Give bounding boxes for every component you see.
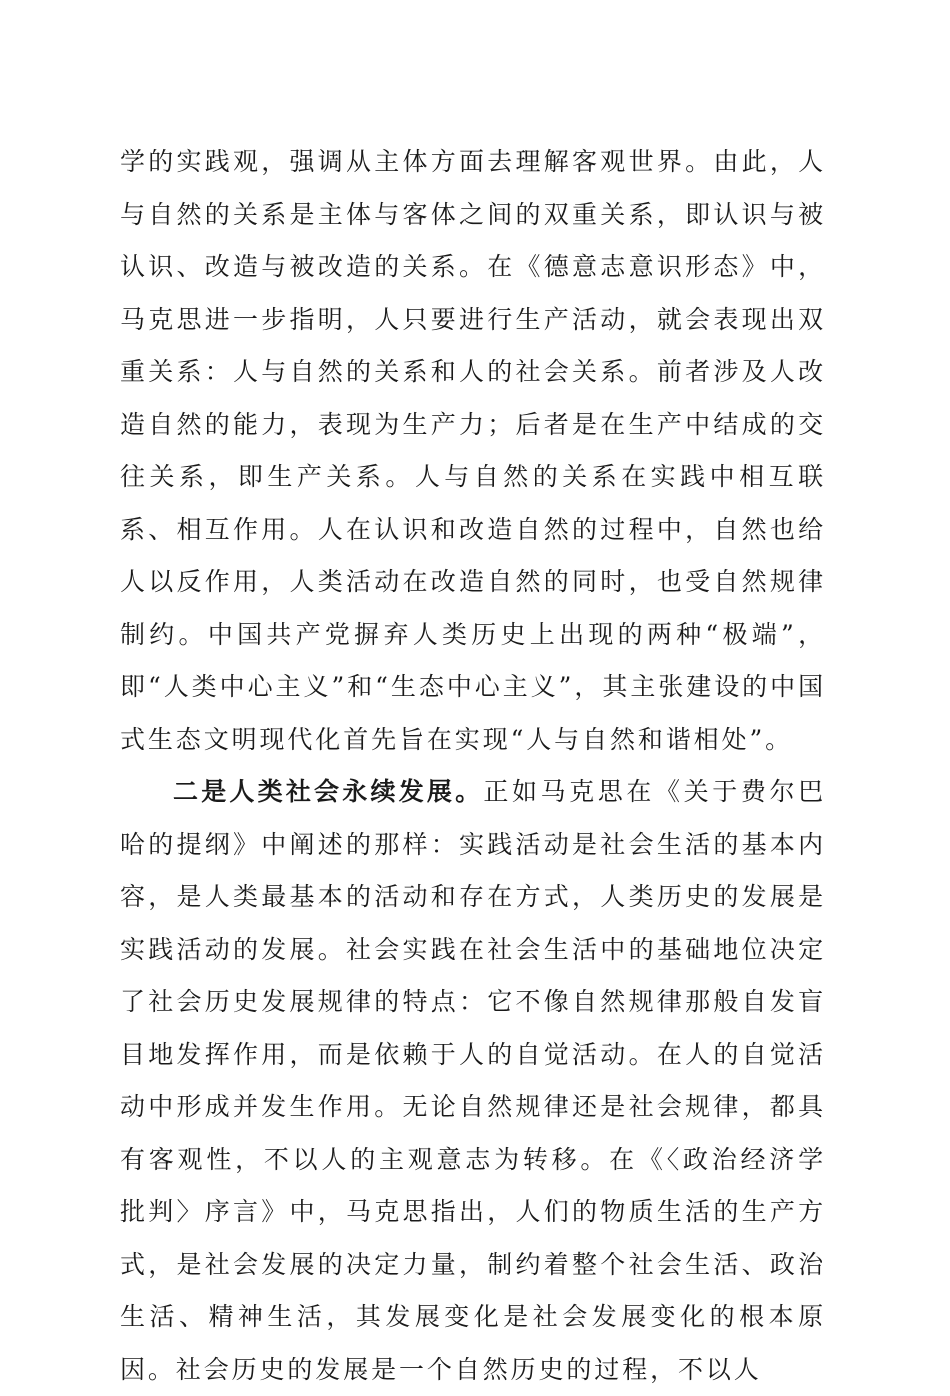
paragraph-lead-heading: 二是人类社会永续发展。 <box>173 777 484 806</box>
paragraph-text: 正如马克思在《关于费尔巴哈的提纲》中阐述的那样：实践活动是社会生活的基本内容，是人类最基本的活动和存在方式，人类历史的发展是实践活动的发展。社会实践在社会生活中的基础地位决定了社会历史发展规律的特点：它不像自然规律那般自发盲目地发挥作用，而是依赖于人的自觉活动。在人的自觉活动中形成并发生作用。无论自然规律还是社会规律，都具有客观性，不以人的主观意志为转移。在《〈政治经济学批判〉序言》中，马克思指出，人们的物质生活的生产方式，是社会发展的决定力量，制约着整个社会生活、政治生活、精神生活，其发展变化是社会发展变化的根本原因。社会历史的发展是一个自然历史的过程，不以人 <box>120 777 826 1384</box>
paragraph-text: 学的实践观，强调从主体方面去理解客观世界。由此，人与自然的关系是主体与客体之间的双重关系，即认识与被认识、改造与被改造的关系。在《德意志意识形态》中，马克思进一步指明，人只要进行生产活动，就会表现出双重关系：人与自然的关系和人的社会关系。前者涉及人改造自然的能力，表现为生产力；后者是在生产中结成的交往关系，即生产关系。人与自然的关系在实践中相互联系、相互作用。人在认识和改造自然的过程中，自然也给人以反作用，人类活动在改造自然的同时，也受自然规律制约。中国共产党摒弃人类历史上出现的两种“极端”，即“人类中心主义”和“生态中心主义”，其主张建设的中国式生态文明现代化首先旨在实现“人与自然和谐相处”。 <box>120 147 826 754</box>
paragraph-continued <box>120 136 826 766</box>
paragraph-social-development <box>120 766 826 1396</box>
document-body <box>120 136 826 1396</box>
